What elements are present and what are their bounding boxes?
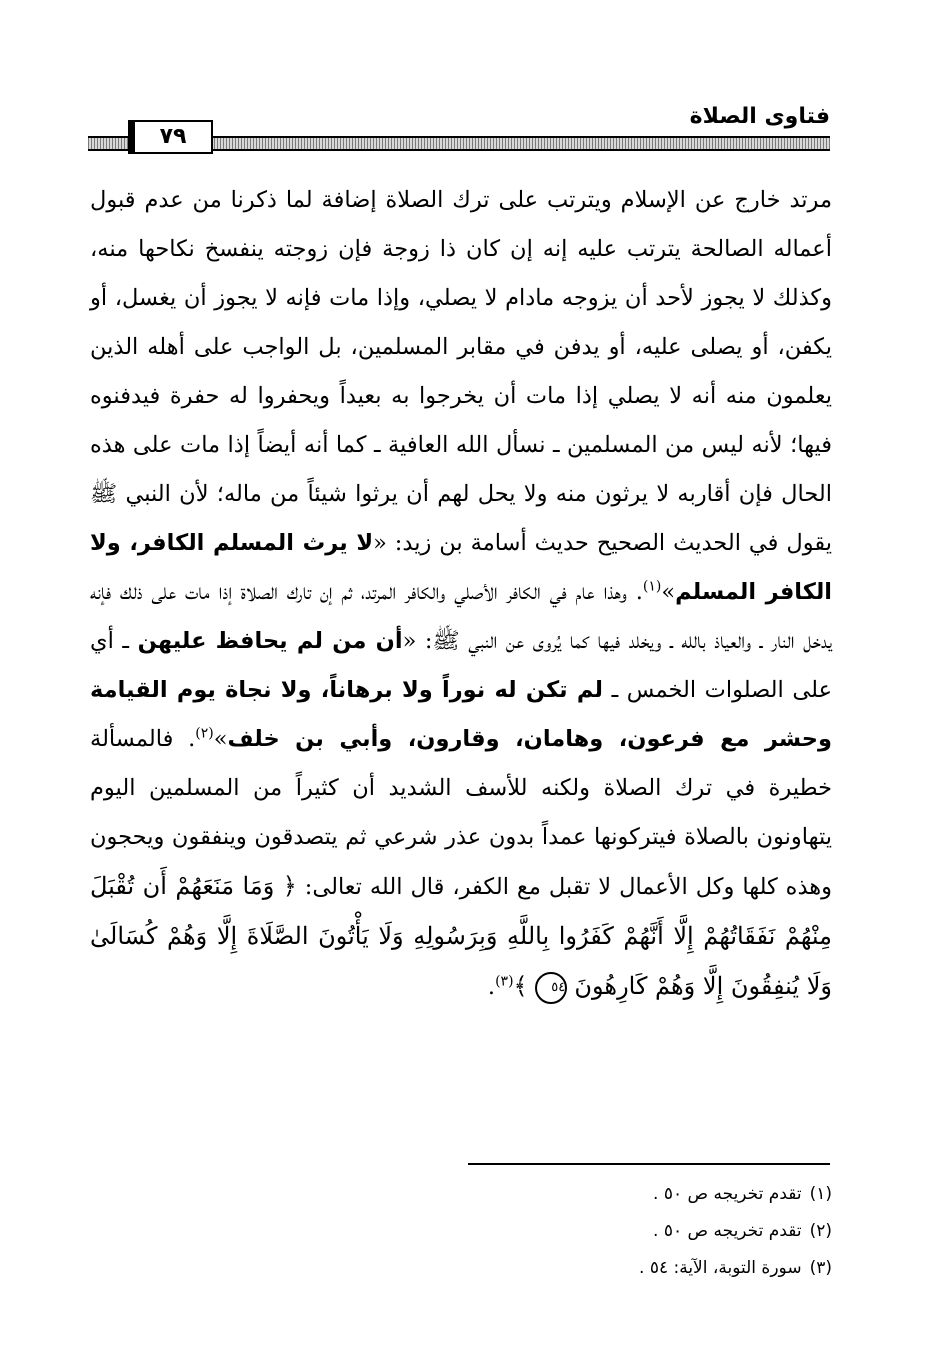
quote-close: »	[213, 726, 228, 752]
footnote-ref-3[interactable]: (٣)	[495, 973, 514, 990]
footnote-number: (٣)	[809, 1258, 832, 1278]
paragraph-text: .	[487, 974, 496, 1000]
quran-verse: ﴿ وَمَا مَنَعَهُمْ أَن تُقْبَلَ مِنْهُمْ نَفَقَاتُهُمْ إِلَّا أَنَّهُمْ كَفَرُوا بِاللَّهِ وَبِرَسُولِهِ وَلَا يَأْتُونَ الصَّلَاةَ إِلَّا وَهُمْ كُسَالَىٰ وَلَا يُنفِقُونَ إِلَّا وَهُمْ كَارِهُونَ	[90, 872, 832, 1000]
footnote-text: تقدم تخريجه ص ٥٠ .	[653, 1221, 802, 1241]
footnotes	[440, 1176, 832, 1287]
paragraph-text: مرتد خارج عن الإسلام ويترتب على ترك الصلاة إضافة لما ذكرنا من عدم قبول أعماله الصالحة يترتب عليه إنه إن كان ذا زوجة فإن زوجته ينفسخ نكاحها منه، وكذلك لا يجوز لأحد أن يزوجه مادام لا يصلي، وإذا مات فإنه لا يجوز أن يغسل، أو يكفن، أو يصلى عليه، أو يدفن في مقابر المسلمين، بل الواجب على أهله الذين يعلمون منه أنه لا يصلي إذا مات أن يخرجوا به بعيداً ويحفروا له حفرة فيدفنوه فيها؛ لأنه ليس من المسلمين ـ نسأل الله العافية ـ كما أنه أيضاً إذا مات على هذه الحال فإن أقاربه لا يرثون منه ولا يحل لهم أن يرثوا شيئاً من ماله؛ لأن النبي ﷺ يقول في الحديث الصحيح حديث أسامة بن زيد: «	[90, 187, 832, 556]
footnote-number: (٢)	[809, 1221, 832, 1241]
running-title: فتاوى الصلاة	[689, 104, 830, 129]
paragraph-text: . فالمسألة خطيرة في ترك الصلاة ولكنه للأسف الشديد أن كثيراً من المسلمين اليوم يتهاونون بالصلاة فيتركونها عمداً بدون عذر شرعي ثم يتصدقون وينفقون ويحجون وهذه كلها وكل الأعمال لا تقبل مع الكفر، قال الله تعالى:	[90, 726, 833, 900]
hadith-gloss: ـ أي على الصلوات الخمس ـ	[90, 628, 833, 703]
page-header	[88, 100, 830, 156]
body-text	[90, 176, 832, 1012]
footnote-separator	[468, 1163, 830, 1165]
hadith-quote: لا يرث المسلم الكافر، ولا الكافر المسلم	[90, 530, 832, 605]
footnote-ref-2[interactable]: (٢)	[195, 725, 214, 742]
footnote-text: تقدم تخريجه ص ٥٠ .	[653, 1184, 802, 1204]
hadith-quote: أن من لم يحافظ عليهن	[137, 628, 403, 654]
footnote-2	[440, 1213, 832, 1250]
paragraph-text: . وهذا عام في الكافر الأصلي والكافر المرتد، ثم إن تارك الصلاة إذا مات على ذلك فإنه يدخل النار ـ والعياذ بالله ـ ويخلد فيها كما يُروى عن النبي ﷺ: «	[90, 579, 832, 654]
quote-close: »	[661, 579, 676, 605]
footnote-number: (١)	[809, 1184, 832, 1204]
footnote-3	[440, 1250, 832, 1287]
footnote-1	[440, 1176, 832, 1213]
footnote-text: سورة التوبة، الآية: ٥٤ .	[639, 1258, 802, 1278]
footnote-ref-1[interactable]: (١)	[642, 578, 662, 595]
quran-bracket: ﴾	[513, 972, 536, 1000]
ayah-number-marker: ٥٤	[535, 972, 567, 1004]
page-number: ٧٩	[128, 120, 213, 154]
hadith-quote: لم تكن له نوراً ولا برهاناً، ولا نجاة يوم القيامة وحشر مع فرعون، وهامان، وقارون، وأبي بن خلف	[90, 677, 832, 752]
